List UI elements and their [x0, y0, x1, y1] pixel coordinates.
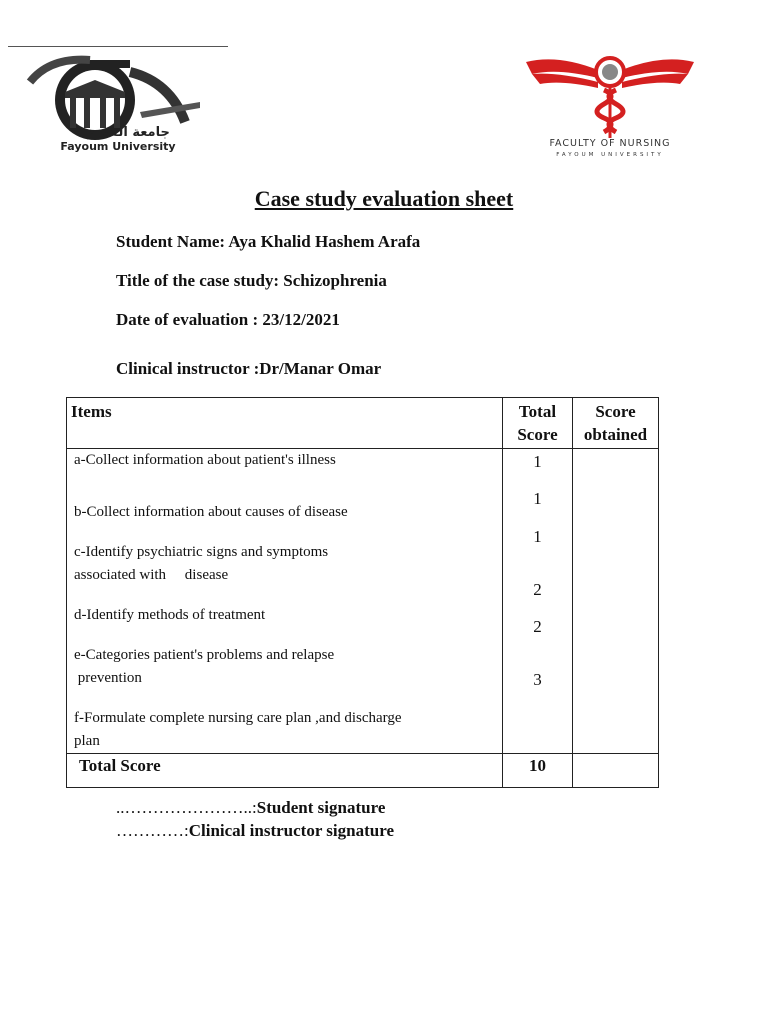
header-score-obtained: Score obtained — [573, 398, 659, 449]
clinical-instructor-value: Dr/Manar Omar — [259, 359, 382, 378]
faculty-of-nursing-logo — [518, 50, 702, 162]
logo-fayoum-text: FAYOUM UNIVERSITY — [556, 152, 664, 158]
score-value: 2 — [533, 617, 542, 636]
items-row — [67, 449, 659, 754]
student-signature-label: Student signature — [256, 798, 386, 817]
header-total-score: Total Score — [503, 398, 573, 449]
instructor-signature — [116, 821, 394, 841]
fayoum-university-logo — [10, 52, 220, 162]
list-item: f-Formulate complete nursing care plan ,and discharge plan — [74, 710, 402, 749]
total-row — [67, 754, 659, 788]
student-signature-line: ..…………………..: — [116, 798, 257, 817]
evaluation-date: Date of evaluation : 23/12/2021 — [116, 310, 340, 329]
instructor-signature-line: …………: — [116, 821, 189, 840]
logo-university-text: Fayoum University — [60, 140, 176, 153]
list-item: a-Collect information about patient's illness — [74, 452, 336, 468]
total-score-value: 10 — [503, 754, 573, 788]
list-item: b-Collect information about causes of disease — [74, 504, 348, 520]
top-rule — [8, 46, 228, 47]
page-title: Case study evaluation sheet — [254, 186, 514, 211]
instructor-signature-label: Clinical instructor signature — [188, 821, 394, 840]
score-value: 3 — [533, 670, 542, 689]
logo-faculty-text: FACULTY OF NURSING — [549, 138, 671, 149]
list-item: c-Identify psychiatric signs and symptoms associated with disease — [74, 544, 329, 583]
total-score-cell — [503, 449, 573, 754]
case-study-title: Title of the case study: Schizophrenia — [116, 271, 387, 290]
logo-arabic-text: جامعة الفيوم — [86, 125, 170, 140]
clinical-instructor — [116, 359, 381, 379]
list-item: d-Identify methods of treatment — [74, 607, 266, 623]
header-items: Items — [67, 398, 503, 449]
score-value: 1 — [533, 489, 542, 508]
evaluation-table — [66, 397, 659, 788]
score-value: 2 — [533, 580, 542, 599]
items-cell — [67, 449, 503, 754]
total-score-label: Total Score — [67, 754, 503, 788]
score-value: 1 — [533, 527, 542, 546]
table-header-row — [67, 398, 659, 449]
score-obtained-cell — [573, 449, 659, 754]
score-value: 1 — [533, 452, 542, 471]
student-signature — [116, 798, 385, 818]
student-name: Student Name: Aya Khalid Hashem Arafa — [116, 232, 421, 251]
total-score-obtained — [573, 754, 659, 788]
list-item: e-Categories patient's problems and relapse prevention — [74, 647, 335, 686]
clinical-instructor-label: Clinical instructor : — [116, 359, 260, 378]
